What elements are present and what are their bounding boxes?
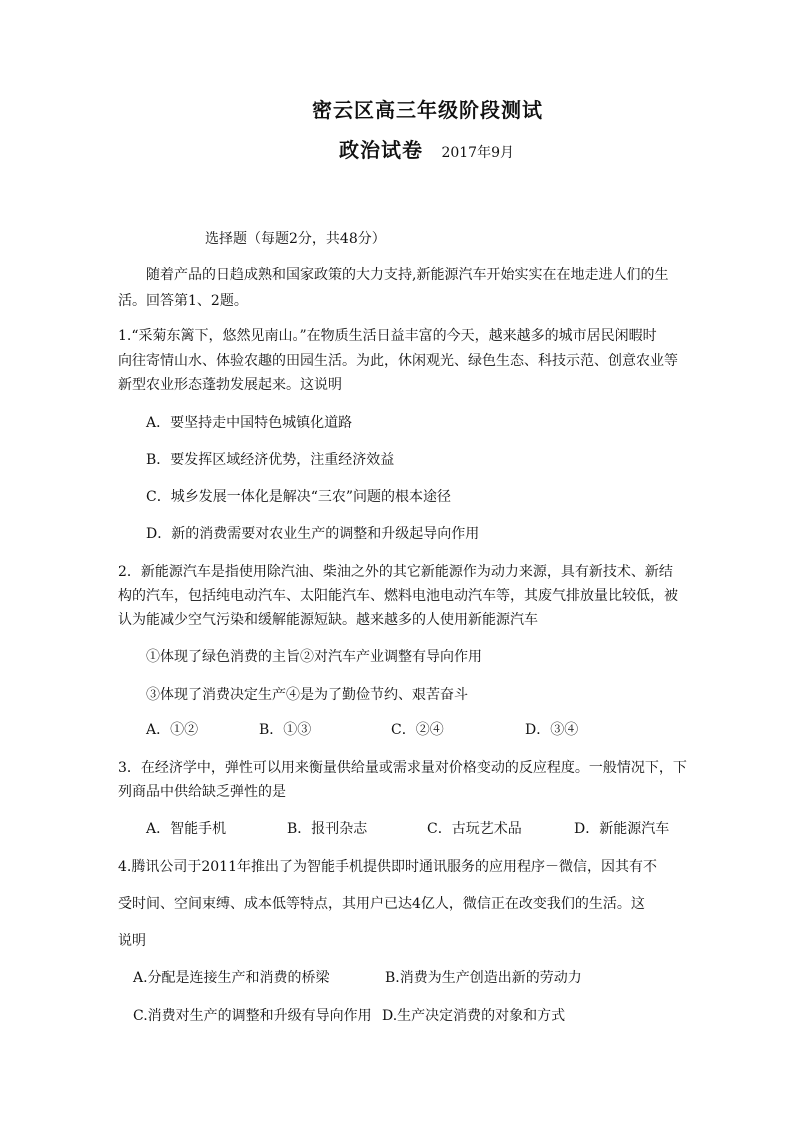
intro-line-2: 活。回答第1、2题。 bbox=[118, 293, 248, 309]
q1-option-c: C．城乡发展一体化是解决“三农”问题的根本途径 bbox=[146, 489, 452, 505]
q4-stem-line-3: 说明 bbox=[118, 933, 146, 949]
q4-option-d: D.生产决定消费的对象和方式 bbox=[382, 1008, 566, 1024]
q2-option-d: D．③④ bbox=[525, 722, 579, 738]
exam-subject: 政治试卷 bbox=[339, 138, 423, 162]
q3-options-row bbox=[0, 822, 794, 842]
q4-stem-line-2: 受时间、空间束缚、成本低等特点，其用户已达4亿人，微信正在改变我们的生活。这 bbox=[118, 896, 645, 912]
q4-options-row-1 bbox=[0, 971, 794, 991]
q1-option-a: A．要坚持走中国特色城镇化道路 bbox=[146, 415, 353, 431]
q4-options-row-2 bbox=[0, 1009, 794, 1029]
q3-stem-line-2: 列商品中供给缺乏弹性的是 bbox=[118, 784, 286, 800]
q3-option-c: C．古玩艺术品 bbox=[427, 821, 522, 837]
q1-stem-line-3: 新型农业形态蓬勃发展起来。这说明 bbox=[118, 377, 342, 393]
q2-option-c: C．②④ bbox=[391, 722, 444, 738]
q2-stem-line-3: 认为能减少空气污染和缓解能源短缺。越来越多的人使用新能源汽车 bbox=[118, 612, 538, 628]
q3-option-b: B．报刊杂志 bbox=[287, 821, 368, 837]
q4-option-a: A.分配是连接生产和消费的桥梁 bbox=[133, 970, 330, 986]
q4-stem-line-1: 4.腾讯公司于2011年推出了为智能手机提供即时通讯服务的应用程序－微信，因其有不 bbox=[118, 859, 657, 875]
section-heading: 选择题（每题2分，共48分） bbox=[205, 231, 386, 247]
q1-option-b: B．要发挥区域经济优势，注重经济效益 bbox=[146, 452, 395, 468]
page-title: 密云区高三年级阶段测试 bbox=[312, 98, 543, 122]
q2-statements-line-2: ③体现了消费决定生产④是为了勤俭节约、艰苦奋斗 bbox=[146, 687, 468, 703]
subtitle-line bbox=[339, 140, 514, 160]
q2-option-b: B．①③ bbox=[259, 722, 312, 738]
exam-date: 2017年9月 bbox=[441, 145, 514, 161]
q2-statements-line-1: ①体现了绿色消费的主旨②对汽车产业调整有导向作用 bbox=[146, 649, 482, 665]
q4-option-b: B.消费为生产创造出新的劳动力 bbox=[385, 970, 582, 986]
q2-stem-line-1: 2．新能源汽车是指使用除汽油、柴油之外的其它新能源作为动力来源，具有新技术、新结 bbox=[118, 564, 673, 580]
q3-stem-line-1: 3．在经济学中，弹性可以用来衡量供给量或需求量对价格变动的反应程度。一般情况下，下 bbox=[118, 760, 687, 776]
q3-option-d: D．新能源汽车 bbox=[574, 821, 670, 837]
q2-options-row bbox=[0, 723, 794, 743]
q1-option-d: D．新的消费需要对农业生产的调整和升级起导向作用 bbox=[146, 526, 480, 542]
q1-stem-line-1: 1.“采菊东篱下，悠然见南山。”在物质生活日益丰富的今天，越来越多的城市居民闲暇时 bbox=[118, 328, 657, 344]
q2-stem-line-2: 构的汽车，包括纯电动汽车、太阳能汽车、燃料电池电动汽车等，其废气排放量比较低，被 bbox=[118, 588, 678, 604]
intro-line-1: 随着产品的日趋成熟和国家政策的大力支持,新能源汽车开始实实在在地走进人们的生 bbox=[146, 267, 669, 283]
q3-option-a: A．智能手机 bbox=[146, 821, 227, 837]
q2-option-a: A．①② bbox=[146, 722, 199, 738]
q4-option-c: C.消费对生产的调整和升级有导向作用 bbox=[133, 1008, 372, 1024]
q1-stem-line-2: 向往寄情山水、体验农趣的田园生活。为此，休闲观光、绿色生态、科技示范、创意农业等 bbox=[118, 353, 678, 369]
